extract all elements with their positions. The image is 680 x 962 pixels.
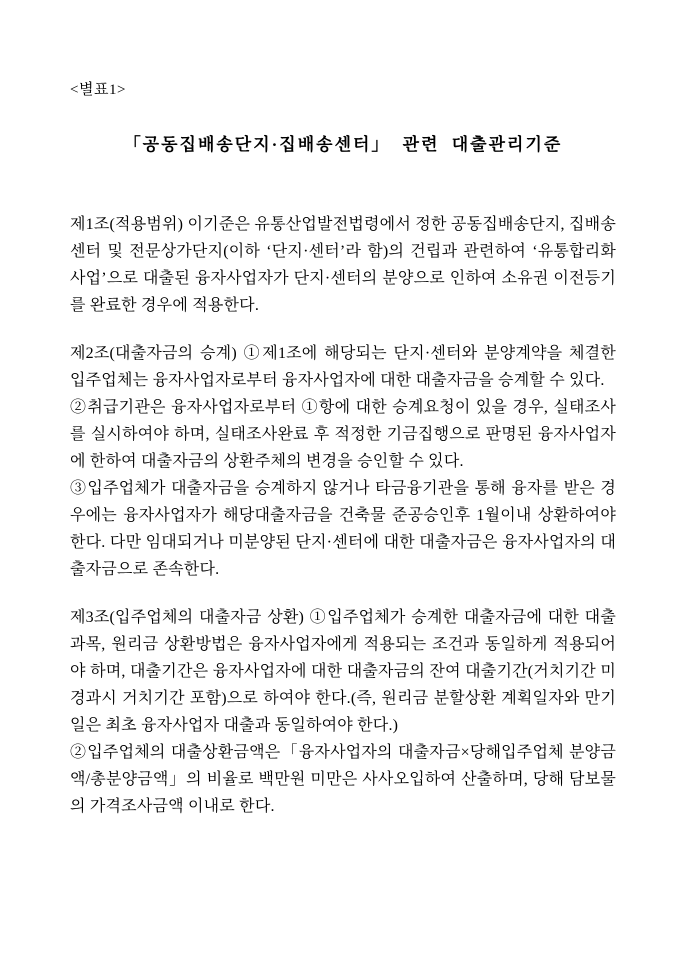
article-2-paragraph-3: ③입주업체가 대출자금을 승계하지 않거나 타금융기관을 통해 융자를 받은 경우에는 융자사업자가 해당대출자금을 건축물 준공승인후 1월이내 상환하여야 한다. 다만 임대되거나 미분양된 단지·센터에 대한 대출자금은 융자사업자의 대출자금으로 존속한다. bbox=[70, 480, 616, 578]
article-2-paragraph-1: 제2조(대출자금의 승계) ①제1조에 해당되는 단지·센터와 분양계약을 체결한 입주업체는 융자사업자로부터 융자사업자에 대한 대출자금을 승계할 수 있다. bbox=[70, 345, 616, 389]
document-content bbox=[70, 80, 616, 820]
document-body bbox=[70, 211, 616, 820]
article-2 bbox=[70, 340, 616, 583]
article-3-paragraph-1: 제3조(입주업체의 대출자금 상환) ①입주업체가 승계한 대출자금에 대한 대출과목, 원리금 상환방법은 융자사업자에게 적용되는 조건과 동일하게 적용되어야 하며, 대출기간은 융자사업자에 대한 대출자금의 잔여 대출기간(거치기간 미경과시 거치기간 포함)으로 하여야 한다.(즉, 원리금 분할상환 계획일자와 만기일은 최초 융자사업자 대출과 동일하여야 한다.) bbox=[70, 609, 616, 734]
document-title: 「공동집배송단지·집배송센터」 관련 대출관리기준 bbox=[123, 135, 563, 154]
article-1 bbox=[70, 211, 616, 319]
article-3 bbox=[70, 604, 616, 820]
appendix-label: <별표1> bbox=[70, 82, 126, 98]
article-2-paragraph-2: ②취급기관은 융자사업자로부터 ①항에 대한 승계요청이 있을 경우, 실태조사를 실시하여야 하며, 실태조사완료 후 적정한 기금집행으로 판명된 융자사업자에 한하여 대출자금의 상환주체의 변경을 승인할 수 있다. bbox=[70, 399, 616, 470]
article-1-paragraph-1: 제1조(적용범위) 이기준은 유통산업발전법령에서 정한 공동집배송단지, 집배송센터 및 전문상가단지(이하 ‘단지·센터’라 함)의 건립과 관련하여 ‘유통합리화사업’으로 대출된 융자사업자가 단지·센터의 분양으로 인하여 소유권 이전등기를 완료한 경우에 적용한다. bbox=[70, 216, 616, 314]
article-3-paragraph-2: ②입주업체의 대출상환금액은「융자사업자의 대출자금×당해입주업체 분양금액/총분양금액」의 비율로 백만원 미만은 사사오입하여 산출하며, 당해 담보물의 가격조사금액 이내로 한다. bbox=[70, 744, 616, 815]
